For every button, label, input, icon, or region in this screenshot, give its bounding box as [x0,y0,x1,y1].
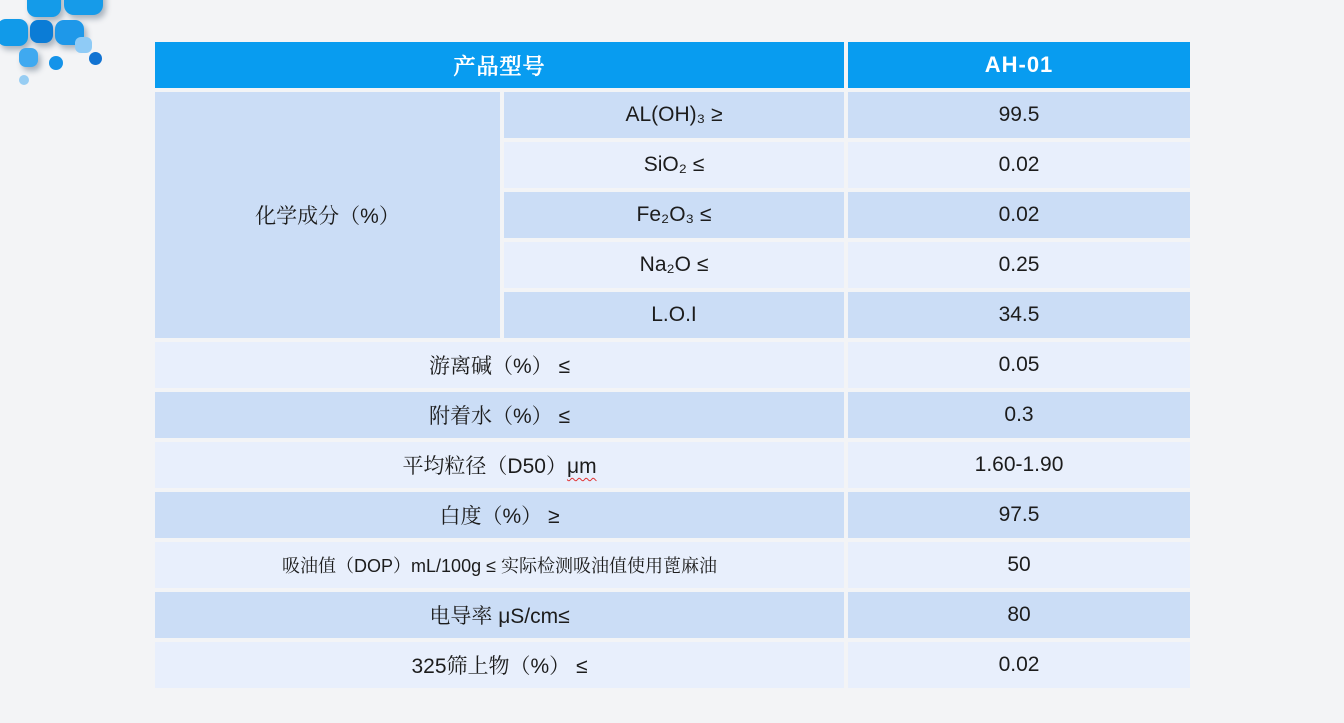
blue-dots-logo [0,0,130,100]
item-cell: 吸油值（DOP）mL/100g ≤ 实际检测吸油值使用蓖麻油 [155,542,844,588]
logo-dot [0,19,28,46]
header-row [155,42,1190,88]
row-aloh3 [155,92,1190,138]
value-cell: 80 [848,592,1190,638]
row-adhering-water [155,392,1190,438]
item-cell: 附着水（%） ≤ [155,392,844,438]
item-cell: Na₂O ≤ [504,242,844,288]
row-conductivity [155,592,1190,638]
item-cell: 白度（%） ≥ [155,492,844,538]
value-cell: 0.02 [848,642,1190,688]
value-cell: 0.02 [848,142,1190,188]
logo-dot [27,0,61,17]
value-cell: 0.3 [848,392,1190,438]
logo-dot [75,37,92,53]
chem-group-label: 化学成分（%） [155,92,500,338]
logo-dot [49,56,63,70]
header-product-model: 产品型号 [155,42,844,88]
value-cell: 50 [848,542,1190,588]
item-cell [155,442,844,488]
value-cell: 0.05 [848,342,1190,388]
value-cell: 0.25 [848,242,1190,288]
item-label: 平均粒径（D50） [402,455,567,478]
row-mean-particle-size [155,442,1190,488]
item-cell: 电导率 μS/cm≤ [155,592,844,638]
item-cell: 325筛上物（%） ≤ [155,642,844,688]
value-cell: 1.60-1.90 [848,442,1190,488]
item-cell: AL(OH)₃ ≥ [504,92,844,138]
logo-dot [19,75,29,85]
row-oil-absorption [155,542,1190,588]
logo-dot [64,0,103,15]
item-cell: 游离碱（%） ≤ [155,342,844,388]
product-spec-table [151,38,1194,692]
row-325-mesh-residue [155,642,1190,688]
value-cell: 0.02 [848,192,1190,238]
item-cell: Fe₂O₃ ≤ [504,192,844,238]
value-cell: 99.5 [848,92,1190,138]
item-cell: SiO₂ ≤ [504,142,844,188]
value-cell: 34.5 [848,292,1190,338]
item-label-unit-spellchecked: μm [566,455,597,478]
row-free-alkali [155,342,1190,388]
header-model-value: AH-01 [848,42,1190,88]
row-whiteness [155,492,1190,538]
logo-dot [30,20,53,43]
logo-dot [89,52,102,65]
item-cell: L.O.I [504,292,844,338]
value-cell: 97.5 [848,492,1190,538]
logo-dot [19,48,38,67]
